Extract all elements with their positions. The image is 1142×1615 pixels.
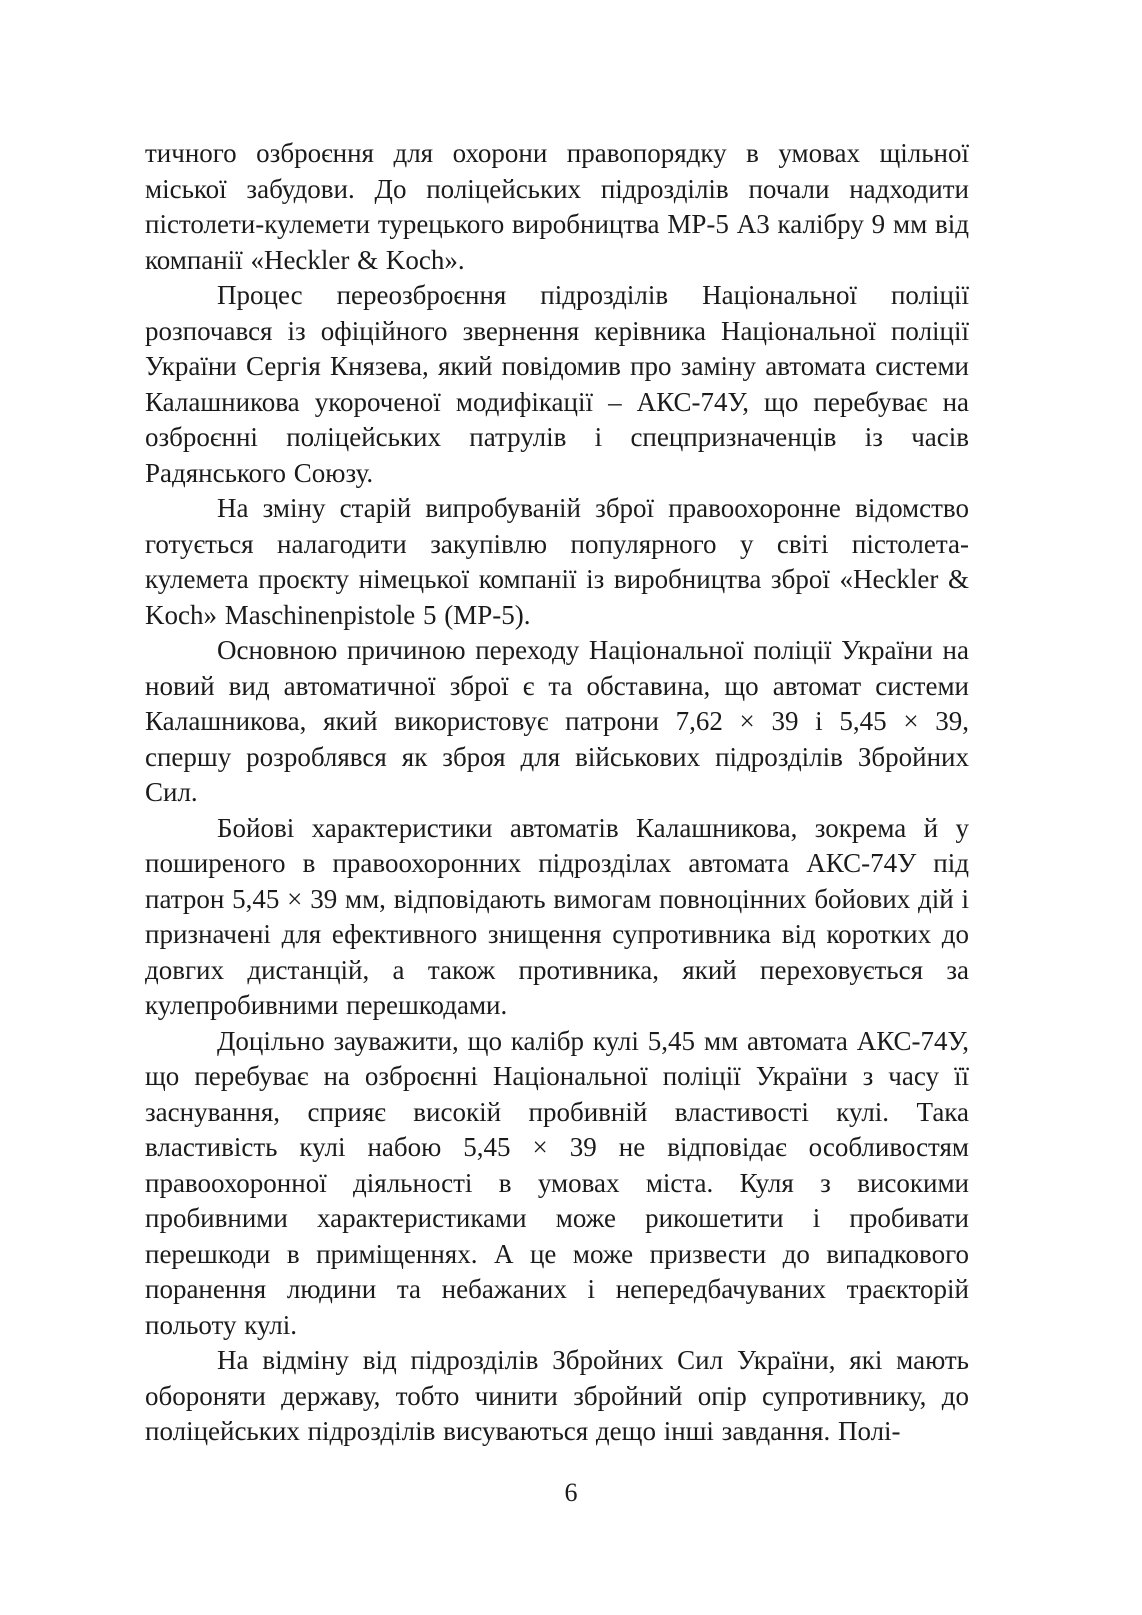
- paragraph: Основною причиною переходу Національної поліції України на новий вид автоматичної зброї є та обставина, що автомат системи Калашникова, який використовує патрони 7,62 × 39 і 5,45 × 39, спершу розроблявся як зброя для військових підрозділів Збройних Сил.: [145, 635, 969, 807]
- page-number: 6: [564, 1478, 578, 1507]
- paragraph: На відміну від підрозділів Збройних Сил України, які мають обороняти державу, тобто чинити збройний опір супротивнику, до поліцейських підрозділів висуваються дещо інші завдання. Полі-: [145, 1345, 969, 1446]
- paragraph: На зміну старій випробуваній зброї правоохоронне відомство готується налагодити закупівлю популярного у світі пістолета-кулемета проєкту німецької компанії із виробництва зброї «Heckler & Koch» Maschinenpistole 5 (МР-5).: [145, 493, 969, 630]
- paragraph: Бойові характеристики автоматів Калашникова, зокрема й у поширеного в правоохоронних підрозділах автомата АКС-74У під патрон 5,45 × 39 мм, відповідають вимогам повноцінних бойових дій і призначені для ефективного знищення супротивника від коротких до довгих дистанцій, а також противника, який переховується за кулепробивними перешкодами.: [145, 812, 969, 1020]
- paragraph: Доцільно зауважити, що калібр кулі 5,45 мм автомата АКС-74У, що перебуває на озброєнні Національної поліції України з часу її заснування, сприяє високій пробивній властивості кулі. Така властивість кулі набою 5,45 × 39 не відповідає особливостям правоохоронної діяльності в умовах міста. Куля з високими пробивними характеристиками може рикошетити і пробивати перешкоди в приміщеннях. А це може призвести до випадкового поранення людини та небажаних і непередбачуваних траєкторій польоту кулі.: [145, 1025, 969, 1340]
- body-text: [145, 136, 969, 1450]
- paragraph: Процес переозброєння підрозділів Національної поліції розпочався із офіційного звернення керівника Національної поліції України Сергія Князева, який повідомив про заміну автомата системи Калашникова укороченої модифікації – АКС-74У, що перебуває на озброєнні поліцейських патрулів і спецпризначенців із часів Радянського Союзу.: [145, 280, 969, 488]
- paragraph: тичного озброєння для охорони правопорядку в умовах щільної міської забудови. До поліцейських підрозділів почали надходити пістолети-кулемети турецького виробництва МР-5 А3 калібру 9 мм від компанії «Heckler & Koch».: [145, 138, 969, 275]
